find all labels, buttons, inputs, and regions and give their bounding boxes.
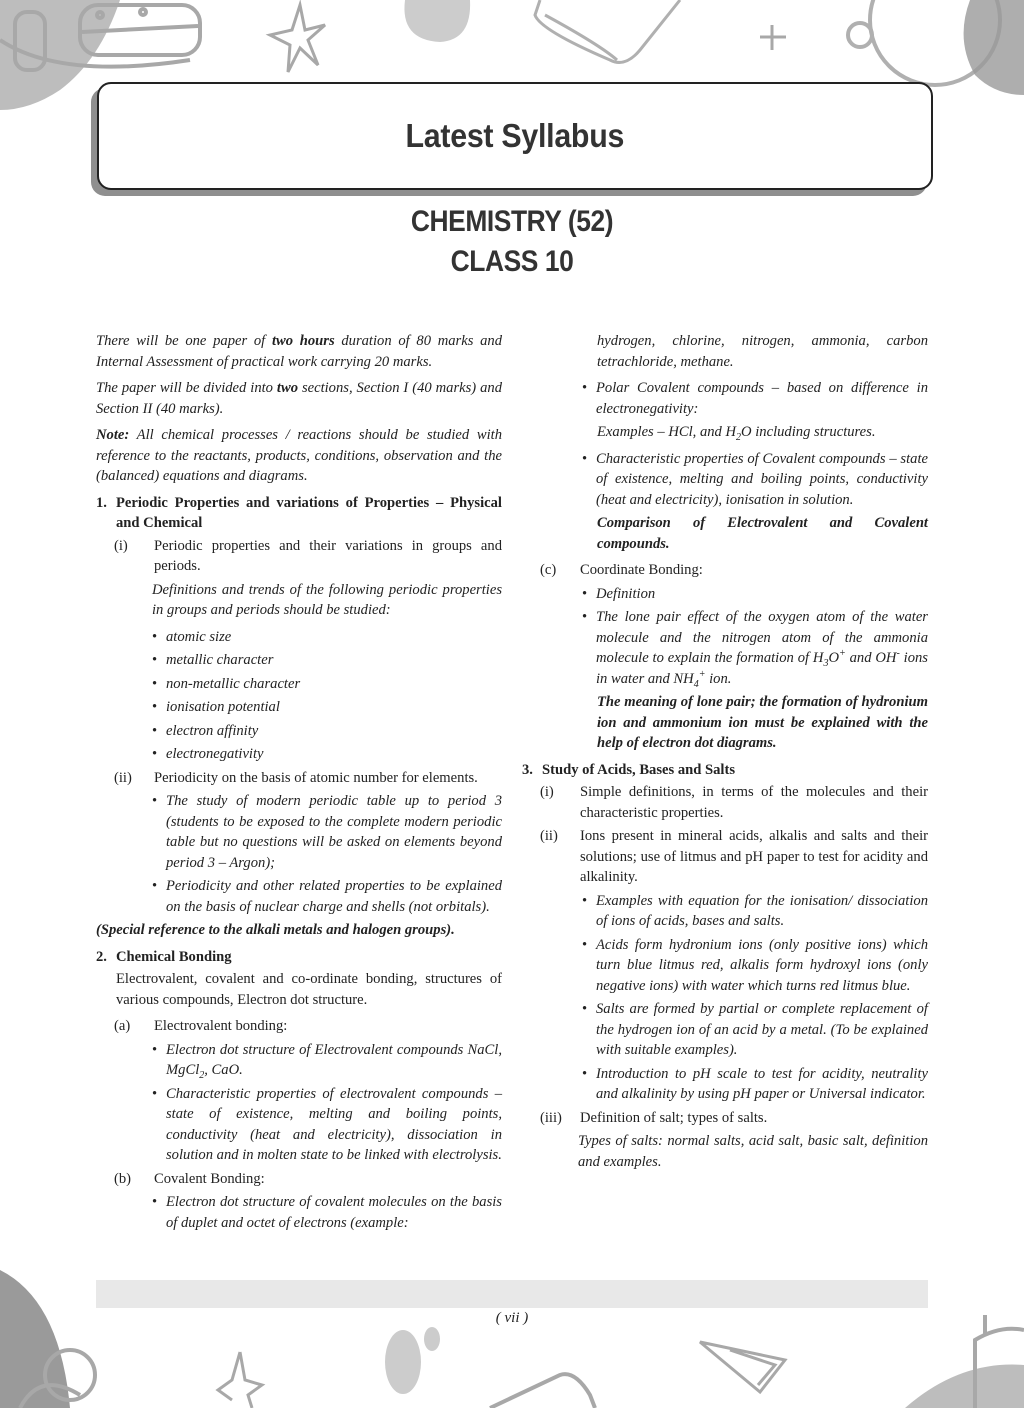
footer-band	[96, 1280, 928, 1308]
bullet-item: • Electron dot structure of covalent molecules on the basis of duplet and octet of electrons (example:	[152, 1194, 502, 1231]
blob-bottom-large	[385, 1330, 421, 1394]
note-paragraph: Note: All chemical processes / reactions should be studied with reference to the reactants, products, conditions, observation and the (balanced) equations and diagrams.	[96, 427, 502, 484]
star-doodle-bottom-icon	[218, 1352, 262, 1408]
class-title: CLASS 10	[450, 245, 574, 278]
scroll-doodle-icon	[535, 0, 680, 62]
bullet-item: • Polar Covalent compounds – based on difference in electronegativity:	[582, 380, 928, 417]
bullet-item: • non-metallic character	[152, 675, 301, 692]
syllabus-banner	[97, 82, 933, 190]
paper-plane-doodle-icon	[700, 1342, 785, 1392]
bullet-item: • Characteristic properties of electrovalent compounds – state of existence, melting and boiling points, conductivity (heat and electricity), dissociation in solution and in molten state to be linked with electrolysis.	[152, 1085, 502, 1163]
bullet-item: • Examples with equation for the ionisation/ dissociation of ions of acids, bases and salts.	[582, 892, 928, 929]
salt-types-note: Types of salts: normal salts, acid salt, basic salt, definition and examples.	[578, 1133, 928, 1170]
bullet-item: • The lone pair effect of the oxygen atom of the water molecule and the nitrogen atom of the ammonia molecule to explain the formation of $H_3O^+$ and OH- ions in water and $NH_4^+$ ion.	[582, 609, 928, 690]
bullet-item: • Salts are formed by partial or complete replacement of the hydrogen ion of an acid by a metal. (To be explained with suitable examples).	[582, 1001, 928, 1058]
bullet-item: • ionisation potential	[152, 699, 280, 715]
section-3-heading: 3. Study of Acids, Bases and Salts	[522, 761, 736, 778]
bullet-item: • Definition	[582, 585, 656, 602]
tilted-box-doodle-icon	[490, 1374, 595, 1408]
bullet-item: • Characteristic properties of Covalent compounds – state of existence, melting and boiling points, conductivity (heat and electricity), ionisation in solution.	[582, 450, 928, 508]
corner-blob-top-right	[964, 0, 1024, 95]
section-2-heading: 2. Chemical Bonding	[96, 948, 232, 965]
section-2-intro: Electrovalent, covalent and co-ordinate bonding, structures of various compounds, Electron dot structure.	[116, 971, 502, 1008]
bullet-continuation: hydrogen, chlorine, nitrogen, ammonia, carbon tetrachloride, methane.	[597, 333, 928, 370]
right-column	[522, 331, 928, 1178]
star-doodle-icon	[270, 5, 325, 72]
polar-examples: Examples – HCl, and $H_2O$ including structures.	[597, 424, 876, 443]
left-column	[96, 331, 502, 1236]
corner-blob-bottom-left	[0, 1270, 70, 1408]
intro-paragraph-2: The paper will be divided into two sections, Section I (40 marks) and Section II (40 marks).	[96, 380, 502, 417]
section-3-item-i: (i) Simple definitions, in terms of the molecules and their characteristic properties.	[540, 784, 928, 821]
special-reference-note: (Special reference to the alkali metals and halogen groups).	[96, 922, 455, 938]
corner-blob-bottom-right	[905, 1365, 1024, 1408]
section-2-item-b: (b) Covalent Bonding:	[114, 1170, 265, 1187]
section-3-item-iii: (iii) Definition of salt; types of salts.	[540, 1109, 768, 1126]
banner-title: Latest Syllabus	[405, 117, 625, 154]
bear-doodle-right-icon	[975, 1315, 1024, 1408]
alarm-clock-doodle-icon	[848, 0, 1000, 85]
intro-paragraph-1: There will be one paper of two hours duration of 80 marks and Internal Assessment of practical work carrying 20 marks.	[96, 333, 502, 370]
blob-bottom-small	[424, 1327, 440, 1351]
bullet-item: • metallic character	[152, 652, 274, 668]
bullet-item: • electronegativity	[152, 746, 264, 762]
section-1-heading: 1. Periodic Properties and variations of Properties – Physical and Chemical	[96, 494, 502, 531]
section-2-item-a: (a) Electrovalent bonding:	[114, 1018, 288, 1034]
section-1-item-i: (i) Periodic properties and their variations in groups and periods.	[114, 537, 502, 574]
subject-title: CHEMISTRY (52)	[410, 205, 614, 238]
section-1-i-note: Definitions and trends of the following periodic properties in groups and periods should be studied:	[152, 581, 502, 618]
plus-doodle-icon	[760, 25, 786, 50]
bullet-item: • Acids form hydronium ions (only positive ions) which turn blue litmus red, alkalis form hydroxyl ions (only negative ions) with water which turns red litmus blue.	[582, 936, 928, 994]
page-number: ( vii )	[495, 1310, 529, 1326]
bullet-item: • Electron dot structure of Electrovalent compounds NaCl, MgCl$_2$, CaO.	[152, 1041, 502, 1081]
bullet-item: • The study of modern periodic table up to period 3 (students to be exposed to the complete modern periodic table but no questions will be asked on elements beyond period 3 – Argon);	[152, 793, 502, 871]
bullet-item: • Periodicity and other related properties to be explained on the basis of nuclear charge and shells (not orbitals).	[152, 878, 502, 915]
bullet-item: • atomic size	[152, 628, 232, 645]
section-2-item-c: (c) Coordinate Bonding:	[540, 562, 703, 578]
bear-doodle-left-icon	[20, 1350, 95, 1408]
section-1-item-ii: (ii) Periodicity on the basis of atomic number for elements.	[114, 769, 478, 786]
blob-top	[404, 0, 470, 42]
robot-doodle-icon	[0, 5, 200, 70]
bullet-item: • Introduction to pH scale to test for acidity, neutrality and alkalinity by using pH paper or Universal indicator.	[582, 1065, 928, 1102]
section-3-item-ii: (ii) Ions present in mineral acids, alkalis and salts and their solutions; use of litmus and pH paper to test for acidity and alkalinity.	[540, 828, 928, 885]
bullet-item: • electron affinity	[152, 722, 259, 739]
lone-pair-note: The meaning of lone pair; the formation of hydronium ion and ammonium ion must be explained with the help of electron dot diagrams.	[597, 694, 928, 751]
comparison-note: Comparison of Electrovalent and Covalent compounds.	[597, 515, 928, 552]
